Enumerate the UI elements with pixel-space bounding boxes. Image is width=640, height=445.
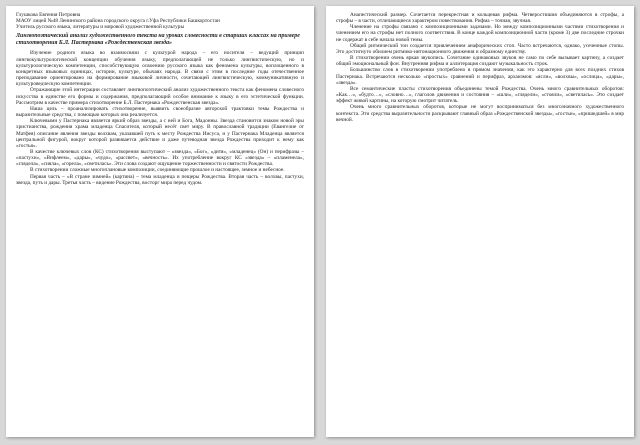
paragraph: Очень много сравнительных оборотов, которые не могут восприниматься без многозначного художественного контекста. Эти средства выразительности раскрывают главный образ «Рождественской звезды», «гостьи», «пришедшей» в мир вечной.	[336, 104, 624, 123]
school-line: МАОУ лицей №48 Ленинского района городского округа г.Уфа Республики Башкортостан	[16, 18, 220, 25]
paragraph: Отражающие этой интеграции составляет лингвопоэтический анализ художественного текста как феномена словесного искусства в единстве его формы и содержания, предполагающий особое внимание к языку в его эстетической функции. Рассмотрим в качестве примера стихотворение Б.Л. Пастернака «Рождественская звезда».	[16, 87, 304, 106]
position-line: Учитель русского языка, литературы и мировой художественной культуры	[16, 24, 184, 31]
paragraph: В качестве ключевых слов (КС) стихотворения выступают – «звезда», «Бог», «дитя», «младенец» (Он) и перифразы – «пастухи», «Вифлеем», «дары», «чудо», «рассвет», «вечность». Их употребление вокруг КС «звезда» – «пламенела», «глядела», «сияла», «горела», «светилась». Эти слова создают ощущение торжественности и святости Рождества.	[16, 148, 304, 168]
author-line: Глушкова Евгения Петровна	[16, 12, 81, 18]
article-title: Лингвопоэтический анализ художественного текста на уроках словесности в старших классах на примере стихотворения Б.Л. Пастернака «Рождественская звезда»	[16, 33, 300, 46]
right-page	[326, 6, 634, 437]
paragraph: Наша цель – проанализировать стихотворение, выявить своеобразие авторской трактовки темы Рождества и выразительные средства, с помощью которых она реализуется.	[16, 105, 304, 119]
paragraph: Первая часть – «В стране зимней» (картина) – тема младенца и пещеры Рождества. Вторая часть – волхвы, пастухи, звезда, путь и дары. Третья часть – видение Рождества, восторг мира перед чудом.	[16, 173, 304, 186]
paragraph: Анапестический размер. Сочетается перекрестная и кольцевая рифма. Четверостишия объединяются в строфы, а строфы – в части, отличающиеся характером повествования. Рифма – точная, звучная.	[336, 12, 624, 25]
left-page	[6, 6, 314, 437]
paragraph: Большинство слов в стихотворении употреблено в прямом значении, как это характерно для всех поздних стихов Пастернака. Встречаются несколько «простых» сравнений и перифраз, архаизмов: «ясли», «волхвы», «ослица», «дары», «звезда».	[336, 67, 624, 86]
paragraph: Ключевыми у Пастернака является яркий образ звезды, а с ней и Бога, Мадонны. Звезда становится знаком новой эры христианства, рождения храма младенца Спасителя, который несёт свет миру. В православной традиции (Евангелие от Матфея) описание явления звезды волхвам, указавшей путь к месту Рождества Иисуса, и у Пастернака Младенца является центральной фигурой, вокруг которой развивается действие и даже путеводная звезда Рождества приходит к нему как «гостья».	[16, 118, 304, 149]
paragraph: Членение на строфы связано с композиционными задачами. Но между композиционными частями стихотворения и членением его на строфы нет полного соответствия. В конце каждой композиционной части (кроме 3) две последние строчки не содержат в себе начала новой темы.	[336, 24, 624, 43]
paragraph: Изучение родного языка во взаимосвязи с культурой народа – его носителя – ведущий принцип лингвокультурологической концепции обучения языку, предполагающей не только лингвистическую, но и культурологическую компетенции, способствующую освоению русского языка как феномена культуры, воплощенного в конкретных языковых единицах, истории, культуре, обычаях народа. В связи с этим в последние годы отечественное преподавание ориентировано на формирование языковой личности, сочетающей лингвистическую, коммуникативную и культуроведческую компетенции.	[16, 50, 304, 88]
paragraph: В стихотворении очень яркая звукопись. Сочетание одинаковых звуков не само по себе вызывает картину, а создает общий эмоциональный фон. Внутренняя рифма и аллитерация создают музыкальность строк.	[336, 55, 624, 68]
paragraph: В стихотворении сложные многоплановые композиции, соединяющие прошлое и настоящее, земное и небесное.	[30, 167, 285, 174]
paragraph: Все семантические пласты стихотворения объединены темой Рождества. Очень много сравнительных оборотов: «Как…», «будто…», «словно…», глаголов движения и состояния – «шли», «глядели», «стояли», «светилась». Это создает эффект живой картины, на которую смотрит читатель.	[336, 85, 624, 105]
paragraph: Общий ритмический тон создается привлечением анафорических стоп. Часто встречаются, однако, усеченные стопы. Это достигнуто обилием ритмико-интонационного движения и образному единству.	[336, 42, 624, 55]
